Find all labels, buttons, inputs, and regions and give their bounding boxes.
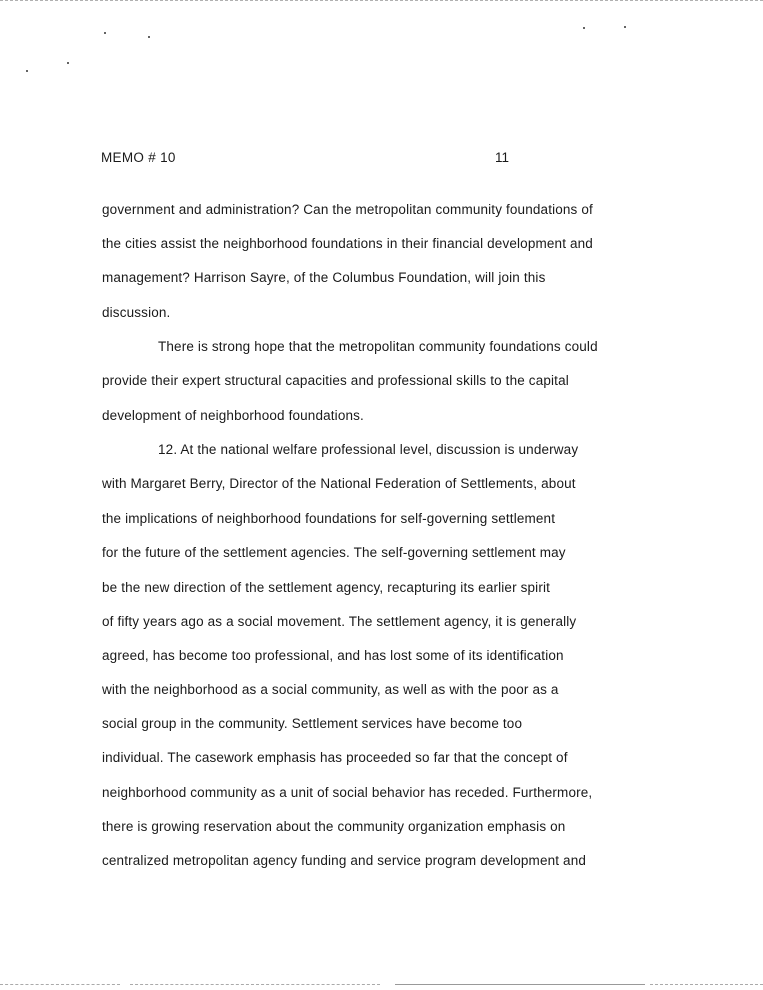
text-line: with Margaret Berry, Director of the National Federation of Settlements, about [102,476,576,491]
text-line: individual. The casework emphasis has proceeded so far that the concept of [102,750,568,765]
text-line: social group in the community. Settlement services have become too [102,716,523,731]
text-line: the cities assist the neighborhood foundations in their financial development and [102,236,593,251]
bottom-scan-rule [650,984,763,985]
text-line: centralized metropolitan agency funding and service program development and [102,853,587,868]
memo-header: MEMO # 10 [101,150,176,165]
text-line: the implications of neighborhood foundations for self-governing settlement [102,511,556,526]
scan-speck [148,36,150,38]
text-line: with the neighborhood as a social community, as well as with the poor as a [102,682,559,697]
scan-speck [624,26,626,28]
text-line: There is strong hope that the metropolitan community foundations could [158,339,598,354]
text-line: 12. At the national welfare professional level, discussion is underway [158,442,579,457]
bottom-scan-rule [130,984,380,985]
text-line: for the future of the settlement agencies. The self-governing settlement may [102,545,566,560]
text-line: neighborhood community as a unit of social behavior has receded. Furthermore, [102,785,593,800]
bottom-scan-rule [395,984,645,985]
text-line: development of neighborhood foundations. [102,408,364,423]
page-number: 11 [495,150,510,165]
text-line: provide their expert structural capacities and professional skills to the capital [102,373,569,388]
scan-speck [104,32,106,34]
text-line: management? Harrison Sayre, of the Columbus Foundation, will join this [102,270,546,285]
text-line: agreed, has become too professional, and has lost some of its identification [102,648,564,663]
bottom-scan-rule [0,984,120,985]
top-scan-border [0,0,763,1]
scan-speck [67,62,69,64]
text-line: be the new direction of the settlement agency, recapturing its earlier spirit [102,580,551,595]
scan-speck [26,70,28,72]
text-line: discussion. [102,305,171,320]
text-line: government and administration? Can the metropolitan community foundations of [102,202,593,217]
text-line: of fifty years ago as a social movement. The settlement agency, it is generally [102,614,577,629]
scan-speck [583,27,585,29]
text-line: there is growing reservation about the community organization emphasis on [102,819,566,834]
